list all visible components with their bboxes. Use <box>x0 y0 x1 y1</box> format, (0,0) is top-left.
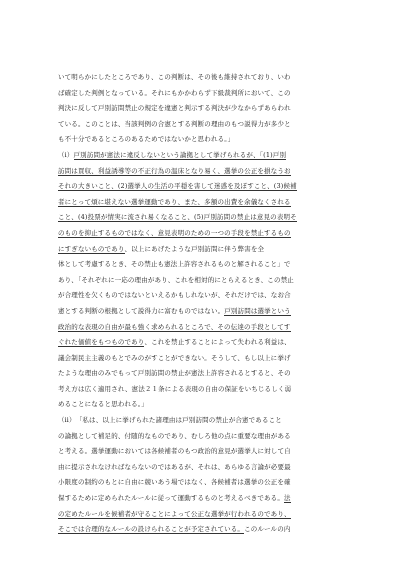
text-segment: （ⅰ） <box>58 150 74 159</box>
text-segment: 議会制民主主義のもとでみのがすことができない。そうして、もし以上に挙げ <box>58 353 291 362</box>
text-line <box>58 86 358 102</box>
text-segment: 由に提示されなければならないのではあるが、それは、あらゆる言論が必要最 <box>58 462 291 471</box>
text-line <box>58 413 358 429</box>
text-line <box>58 210 358 226</box>
text-line <box>58 273 358 289</box>
text-segment: 小限度の制約のもとに自由に競いあう場ではなく、各候補者は選挙の公正を確 <box>58 478 291 487</box>
text-line <box>58 382 358 398</box>
text-line <box>58 117 358 133</box>
underlined-text: 法 <box>283 494 291 503</box>
text-segment: （ⅱ） 「私は、以上に挙げられた諸理由は戸別訪問の禁止が合憲であること <box>58 416 282 425</box>
text-segment: たような理由のみでもって戸別訪問の禁止が憲法上許容されるとすると、その <box>58 369 291 378</box>
underlined-text: のものを抑止するものではなく、意見表明のための一つの手段を禁止するもの <box>58 228 291 237</box>
text-line <box>58 397 358 413</box>
text-line <box>58 320 358 336</box>
text-segment: あり、「それぞれに一応の理由があり、これを相対的にとらえるとき、この禁止 <box>58 275 294 284</box>
text-segment: 判決に反して戸別訪問禁止の規定を違憲と判示する判決が少なからずあらわれ <box>58 104 291 113</box>
text-segment: ている。このことは、当該判例の合憲とする判断の理由のもつ説得力が多少と <box>58 119 291 128</box>
text-segment: ば確定した判例となっている。それにもかかわらず下級裁判所において、この <box>58 88 291 97</box>
text-segment: と考える。選挙運動においては各候補者のもつ政治的意見が選挙人に対して自 <box>58 447 291 456</box>
text-line <box>58 242 358 258</box>
text-line <box>58 475 358 491</box>
text-line <box>58 226 358 242</box>
underlined-text: ぐれた価値をもつものであり <box>58 338 145 347</box>
underlined-text: そこでは合理的なルールの設けられることが予定されている。 <box>58 525 245 534</box>
text-line <box>58 288 358 304</box>
text-line <box>58 132 358 148</box>
text-line <box>58 522 358 538</box>
text-segment: 体として考慮するとき、その禁止も憲法上許容されるものと解されること」で <box>58 260 291 269</box>
text-line <box>58 366 358 382</box>
underlined-text: 政治的な表現の自由が最も強く求められるところで、その伝達の手段としてす <box>58 322 291 331</box>
text-segment: 考え方は広く適用され、憲法２１条による表現の自由の保証をいちじるしく弱 <box>58 384 292 393</box>
text-line <box>58 257 358 273</box>
text-segment: めることになると思われる。」 <box>58 400 148 409</box>
text-line <box>58 351 358 367</box>
text-segment: 憲とする判断の根拠として説得力に富むものではない。 <box>58 306 225 315</box>
text-segment: 、以上にあげたような戸別訪問に伴う弊害を全 <box>124 244 265 253</box>
underlined-text: 訪問は買収、利益誘導等の不正行為の温床となり易く、選挙の公正を損なうお <box>58 166 291 175</box>
text-line <box>58 460 358 476</box>
text-segment: いて明らかにしたところであり、この判断は、その後も維持されており、いわ <box>58 73 291 81</box>
underlined-text: 者にとって煩に堪えない選挙運動であり、また、多額の出費を余儀なくされる <box>58 197 291 206</box>
text-segment: が合理性を欠くものではないといえるかもしれないが、それだけでは、なお合 <box>58 291 291 300</box>
text-line <box>58 491 358 507</box>
text-line <box>58 304 358 320</box>
text-line <box>58 148 358 164</box>
underlined-text: にすぎないものであり <box>58 244 125 253</box>
text-line <box>58 179 358 195</box>
text-line <box>58 195 358 211</box>
text-segment: このルールの内 <box>244 525 291 534</box>
underlined-text: こと、(4)投票が情実に流され易くなること、(5)戸別訪問の禁止は意見の表明そ <box>58 213 297 222</box>
underlined-text: それの大きいこと、(2)選挙人の生活の平穏を害して迷惑を及ぼすこと、(3)候補 <box>58 182 297 191</box>
text-segment: の論拠として補足的、付随的なものであり、むしろ他の点に重要な理由がある <box>58 431 291 440</box>
text-line <box>58 335 358 351</box>
underlined-text: 戸別訪問が憲法に違反しないという論拠として挙げられるが、「(1)戸別 <box>73 150 287 159</box>
underlined-text: の定めたルールを候補者が守ることによって公正な選挙が行われるのであり、 <box>58 509 291 518</box>
text-line <box>58 70 358 86</box>
text-segment: も不十分であるところのあるためではないかと思われる。」 <box>58 135 235 144</box>
body-text <box>58 70 358 538</box>
text-line <box>58 429 358 445</box>
text-line <box>58 444 358 460</box>
underlined-text: 戸別訪問は選挙という <box>224 306 291 315</box>
text-line <box>58 507 358 523</box>
text-segment: 、これを禁止することによって失われる利益は、 <box>144 338 291 347</box>
text-line <box>58 164 358 180</box>
text-segment: 保するために定められたルールに従って運動するものと考えるべきである。 <box>58 494 284 503</box>
text-line <box>58 101 358 117</box>
